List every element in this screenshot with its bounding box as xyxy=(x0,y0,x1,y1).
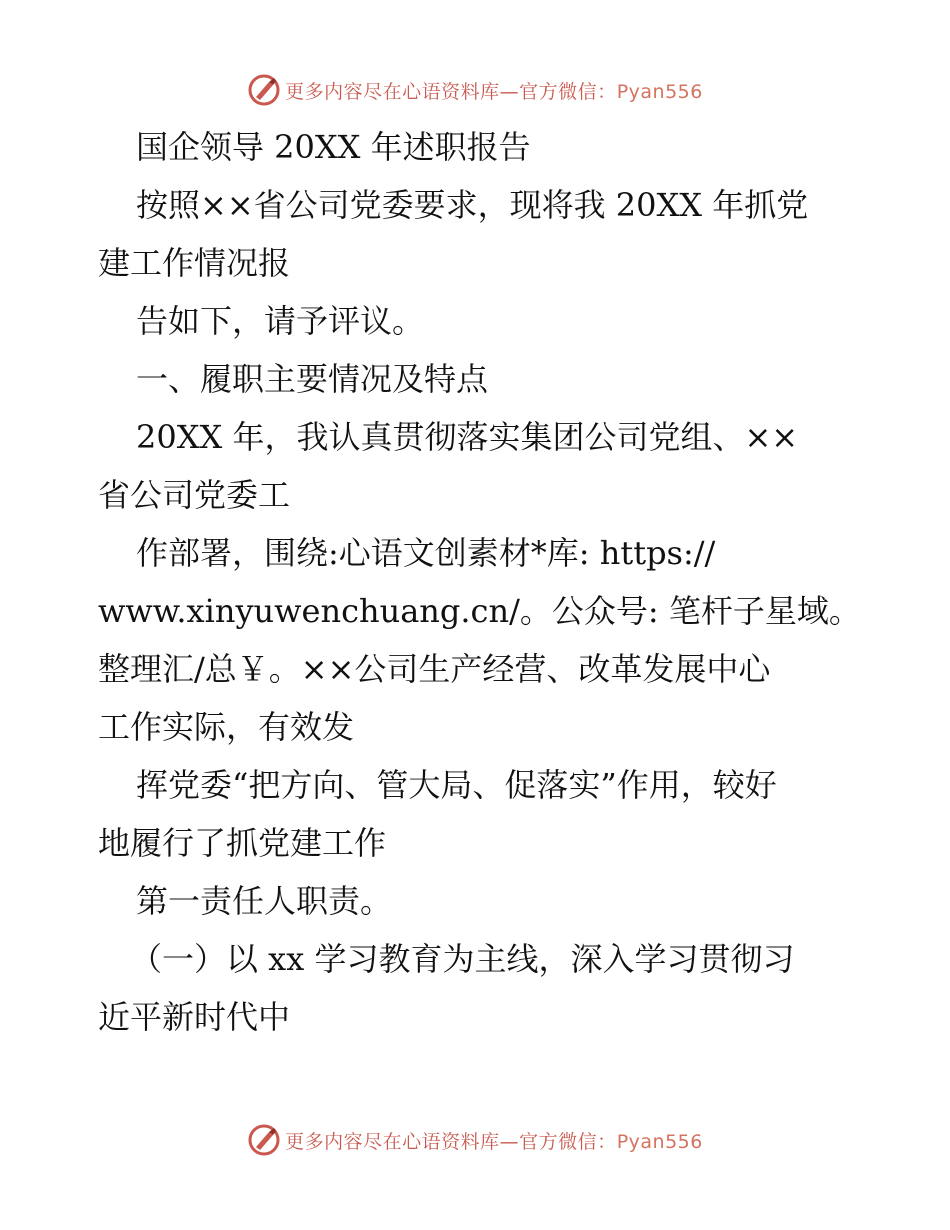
doc-line: 地履行了抓党建工作 xyxy=(98,824,387,862)
subsection-heading: （一）以 xx 学习教育为主线，深入学习贯彻习 xyxy=(130,940,795,978)
doc-line: 建工作情况报 xyxy=(98,244,291,282)
doc-line: 近平新时代中 xyxy=(98,998,291,1036)
doc-line: 省公司党委工 xyxy=(98,476,291,514)
banner-text: 更多内容尽在心语资料库—官方微信：Pyan556 xyxy=(285,80,703,103)
doc-line: 挥党委“把方向、管大局、促落实”作用，较好 xyxy=(136,766,777,804)
doc-line: www.xinyuwenchuang.cn/。公众号: 笔杆子星域。 xyxy=(98,592,861,630)
doc-line: 告如下，请予评议。 xyxy=(136,302,425,340)
footer-watermark-banner xyxy=(0,1120,950,1160)
doc-line: 整理汇/总￥。××公司生产经营、改革发展中心 xyxy=(98,650,771,688)
header-watermark-banner xyxy=(0,70,950,110)
brand-logo-icon xyxy=(247,73,281,107)
document-body xyxy=(98,118,861,1046)
doc-line: 按照××省公司党委要求，现将我 20XX 年抓党 xyxy=(136,186,809,224)
doc-title: 国企领导 20XX 年述职报告 xyxy=(136,128,531,166)
brand-logo-icon xyxy=(247,1123,281,1157)
doc-line: 20XX 年，我认真贯彻落实集团公司党组、×× xyxy=(136,418,799,456)
section-heading: 一、履职主要情况及特点 xyxy=(136,360,489,398)
doc-line: 第一责任人职责。 xyxy=(136,882,393,920)
doc-line: 工作实际，有效发 xyxy=(98,708,355,746)
banner-text: 更多内容尽在心语资料库—官方微信：Pyan556 xyxy=(285,1130,703,1153)
doc-line: 作部署，围绕:心语文创素材*库: https:// xyxy=(136,534,716,572)
